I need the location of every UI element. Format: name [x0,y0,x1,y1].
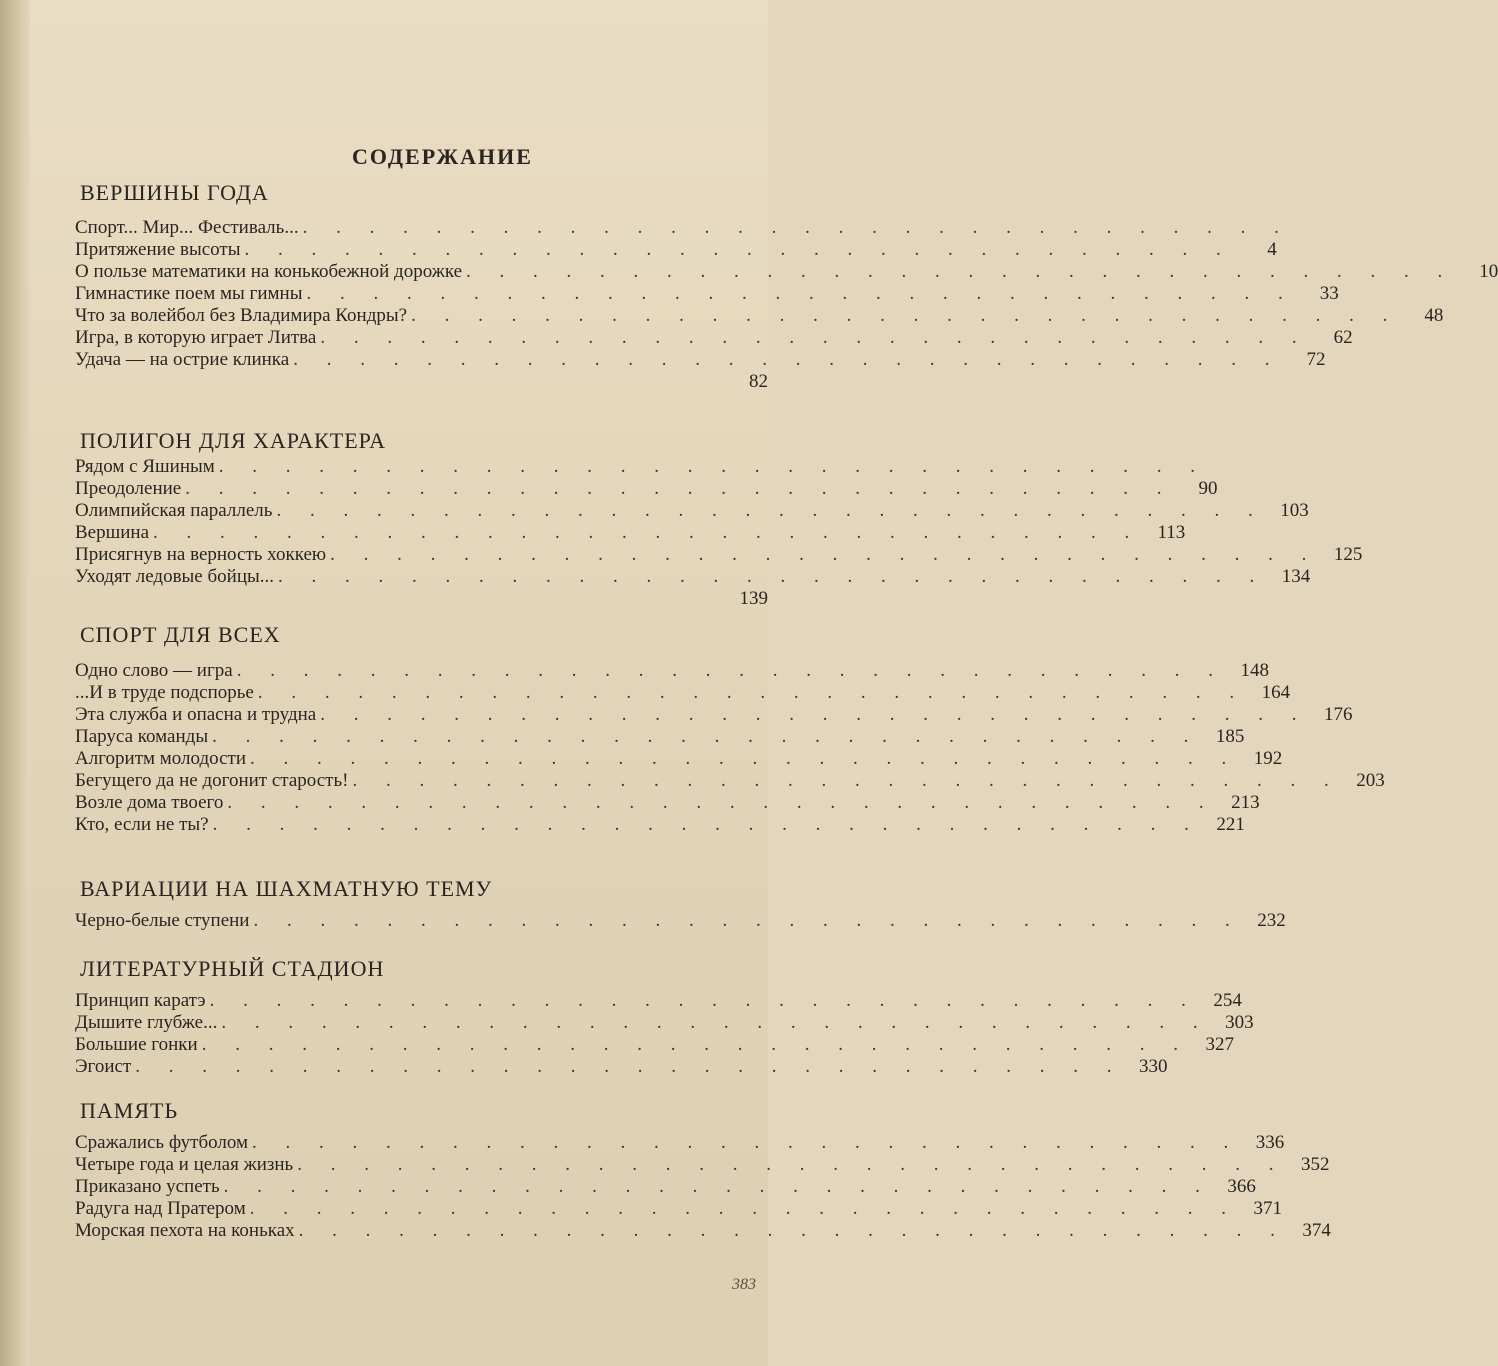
toc-entry [75,371,768,393]
entry-title: Паруса команды [75,726,209,747]
toc-entry [75,239,1277,261]
entry-page: 164 [1261,682,1291,703]
entry-page: 10 [1479,261,1498,282]
toc-entry [75,1176,1256,1198]
entry-page: 4 [1267,239,1277,260]
entry-page: 72 [1306,349,1326,370]
entry-title: Что за волейбол без Владимира Кондры? [75,305,408,326]
dot-leader: . . . . . . . . . . . . . . . . . . . . . . . . . . . . . . [306,283,1295,304]
entry-title: Вершина [75,522,150,543]
entry-title: Игра, в которую играет Литва [75,327,317,348]
dot-leader: . . . . . . . . . . . . . . . . . . . . . . . . . . . . . . [330,544,1319,565]
toc-entry [75,349,1326,371]
entry-title: Кто, если не ты? [75,814,209,835]
entry-page: 103 [1280,500,1309,521]
entry-title: Бегущего да не догонит старость! [75,770,349,791]
toc-entry [75,217,1291,239]
toc-entry [75,910,1286,932]
toc-entry [75,1198,1282,1220]
toc-entry [75,261,1498,283]
dot-leader: . . . . . . . . . . . . . . . . . . . . . . . . . . . . . . [293,349,1282,370]
entry-title: Возле дома твоего [75,792,224,813]
entry-page: 366 [1227,1176,1256,1197]
entry-page: 203 [1356,770,1385,791]
entry-page: 90 [1198,478,1218,499]
dot-leader: . . . . . . . . . . . . . . . . . . . . . . . . . . . . . . [236,660,1225,681]
toc-entry [75,1132,1285,1154]
dot-leader: . . . . . . . . . . . . . . . . . . . . . . . . . . . . . . [320,704,1309,725]
toc-entry [75,1034,1234,1056]
book-spine-shadow [0,0,30,1366]
toc-entry [75,544,1363,566]
dot-leader: . . . . . . . . . . . . . . . . . . . . . . . . . . . . . . [223,1176,1212,1197]
entry-page: 48 [1424,305,1444,326]
toc-entry [75,1056,1168,1078]
entry-title: Одно слово — игра [75,660,233,681]
toc-entry [75,792,1260,814]
toc-entry [75,682,1291,704]
dot-leader: . . . . . . . . . . . . . . . . . . . . . . . . . . . . . . [227,792,1216,813]
entry-page: 125 [1333,544,1363,565]
dot-leader: . . . . . . . . . . . . . . . . . . . . . . . . . . . . . . [278,566,1267,587]
section-heading: ПОЛИГОН ДЛЯ ХАРАКТЕРА [80,428,386,453]
toc-entry [75,456,1208,478]
entry-title: Радуга над Пратером [75,1198,246,1219]
dot-leader: . . . . . . . . . . . . . . . . . . . . . . . . . . . . . . [252,1132,1241,1153]
section-heading: ЛИТЕРАТУРНЫЙ СТАДИОН [80,956,385,981]
dot-leader: . . . . . . . . . . . . . . . . . . . . . . . . . . . . . . [302,217,1291,238]
entry-title: Присягнув на верность хоккею [75,544,327,565]
entry-page: 176 [1323,704,1353,725]
toc-entry [75,1154,1330,1176]
toc-entry [75,814,1245,836]
dot-leader: . . . . . . . . . . . . . . . . . . . . . . . . . . . . . . [209,990,1198,1011]
entry-title: Морская пехота на коньках [75,1220,295,1241]
entry-page: 352 [1300,1154,1330,1175]
entry-page: 327 [1205,1034,1234,1055]
dot-leader: . . . . . . . . . . . . . . . . . . . . . . . . . . . . . . [212,814,1201,835]
section-heading: ВАРИАЦИИ НА ШАХМАТНУЮ ТЕМУ [80,876,493,901]
toc-entry [75,660,1269,682]
dot-leader: . . . . . . . . . . . . . . . . . . . . . . . . . . . . . . [153,522,1142,543]
page-title: СОДЕРЖАНИЕ [352,144,533,169]
entry-page: 185 [1215,726,1245,747]
section-heading: СПОРТ ДЛЯ ВСЕХ [80,622,281,647]
entry-title: О пользе математики на конькобежной дорожке [75,261,463,282]
toc-entry [75,522,1186,544]
dot-leader: . . . . . . . . . . . . . . . . . . . . . . . . . . . . . . [250,748,1239,769]
toc-entry [75,327,1353,349]
entry-page: 221 [1216,814,1245,835]
toc-entry [75,704,1353,726]
entry-title: Спорт... Мир... Фестиваль... [75,217,299,238]
entry-page: 139 [739,588,768,609]
toc-entry [75,726,1245,748]
entry-page: 374 [1302,1220,1331,1241]
dot-leader: . . . . . . . . . . . . . . . . . . . . . . . . . . . . . . [221,1012,1210,1033]
page-number: 383 [732,1276,756,1293]
toc-entry [75,500,1309,522]
entry-page: 113 [1157,522,1186,543]
entry-title: Приказано успеть [75,1176,220,1197]
dot-leader: . . . . . . . . . . . . . . . . . . . . . . . . . . . . . . [185,478,1174,499]
entry-page: 303 [1225,1012,1254,1033]
dot-leader: . . . . . . . . . . . . . . . . . . . . . . . . . . . . . . [212,726,1201,747]
toc-entry [75,1220,1331,1242]
dot-leader: . . . . . . . . . . . . . . . . . . . . . . . . . . . . . . [352,770,1341,791]
entry-title: Преодоление [75,478,182,499]
dot-leader: . . . . . . . . . . . . . . . . . . . . . . . . . . . . . . [411,305,1400,326]
dot-leader: . . . . . . . . . . . . . . . . . . . . . . . . . . . . . . [320,327,1309,348]
toc-entry [75,770,1385,792]
dot-leader: . . . . . . . . . . . . . . . . . . . . . . . . . . . . . . [135,1056,1124,1077]
toc-entry [75,588,768,610]
entry-page: 33 [1319,283,1339,304]
entry-title: Уходят ледовые бойцы... [75,566,275,587]
entry-title: Эта служба и опасна и трудна [75,704,317,725]
toc-entry [75,748,1283,770]
dot-leader: . . . . . . . . . . . . . . . . . . . . . . . . . . . . . . [218,456,1208,477]
entry-title: Черно-белые ступени [75,910,250,931]
entry-page: 148 [1240,660,1269,681]
toc-entry [75,305,1444,327]
dot-leader: . . . . . . . . . . . . . . . . . . . . . . . . . . . . . . [257,682,1247,703]
toc-entry [75,566,1311,588]
section-heading: ВЕРШИНЫ ГОДА [80,180,269,205]
section-heading: ПАМЯТЬ [80,1098,179,1123]
dot-leader: . . . . . . . . . . . . . . . . . . . . . . . . . . . . . . [244,239,1233,260]
entry-title: Принцип каратэ [75,990,206,1011]
entry-page: 330 [1139,1056,1168,1077]
entry-title: Олимпийская параллель [75,500,273,521]
entry-title: Сражались футболом [75,1132,249,1153]
entry-page: 192 [1253,748,1283,769]
entry-page: 134 [1281,566,1311,587]
entry-title: Гимнастике поем мы гимны [75,283,303,304]
toc-entry [75,283,1339,305]
dot-leader: . . . . . . . . . . . . . . . . . . . . . . . . . . . . . . [253,910,1242,931]
toc-entry [75,990,1242,1012]
entry-page: 82 [749,371,768,392]
entry-page: 254 [1213,990,1242,1011]
entry-title: Алгоритм молодости [75,748,247,769]
entry-page: 371 [1253,1198,1282,1219]
dot-leader: . . . . . . . . . . . . . . . . . . . . . . . . . . . . . . [466,261,1455,282]
entry-title: ...И в труде подспорье [75,682,254,703]
dot-leader: . . . . . . . . . . . . . . . . . . . . . . . . . . . . . . [276,500,1265,521]
toc-entry [75,478,1218,500]
entry-title: Удача — на острие клинка [75,349,290,370]
toc-entry [75,1012,1254,1034]
dot-leader: . . . . . . . . . . . . . . . . . . . . . . . . . . . . . . [201,1034,1190,1055]
entry-title: Рядом с Яшиным [75,456,215,477]
dot-leader: . . . . . . . . . . . . . . . . . . . . . . . . . . . . . . [297,1154,1286,1175]
entry-title: Большие гонки [75,1034,198,1055]
dot-leader: . . . . . . . . . . . . . . . . . . . . . . . . . . . . . . [249,1198,1238,1219]
entry-page: 62 [1333,327,1353,348]
entry-title: Притяжение высоты [75,239,241,260]
entry-title: Дышите глубже... [75,1012,218,1033]
entry-page: 336 [1255,1132,1285,1153]
entry-page: 213 [1231,792,1260,813]
entry-title: Четыре года и целая жизнь [75,1154,294,1175]
dot-leader: . . . . . . . . . . . . . . . . . . . . . . . . . . . . . . [298,1220,1287,1241]
entry-title: Эгоист [75,1056,132,1077]
entry-page: 232 [1257,910,1286,931]
